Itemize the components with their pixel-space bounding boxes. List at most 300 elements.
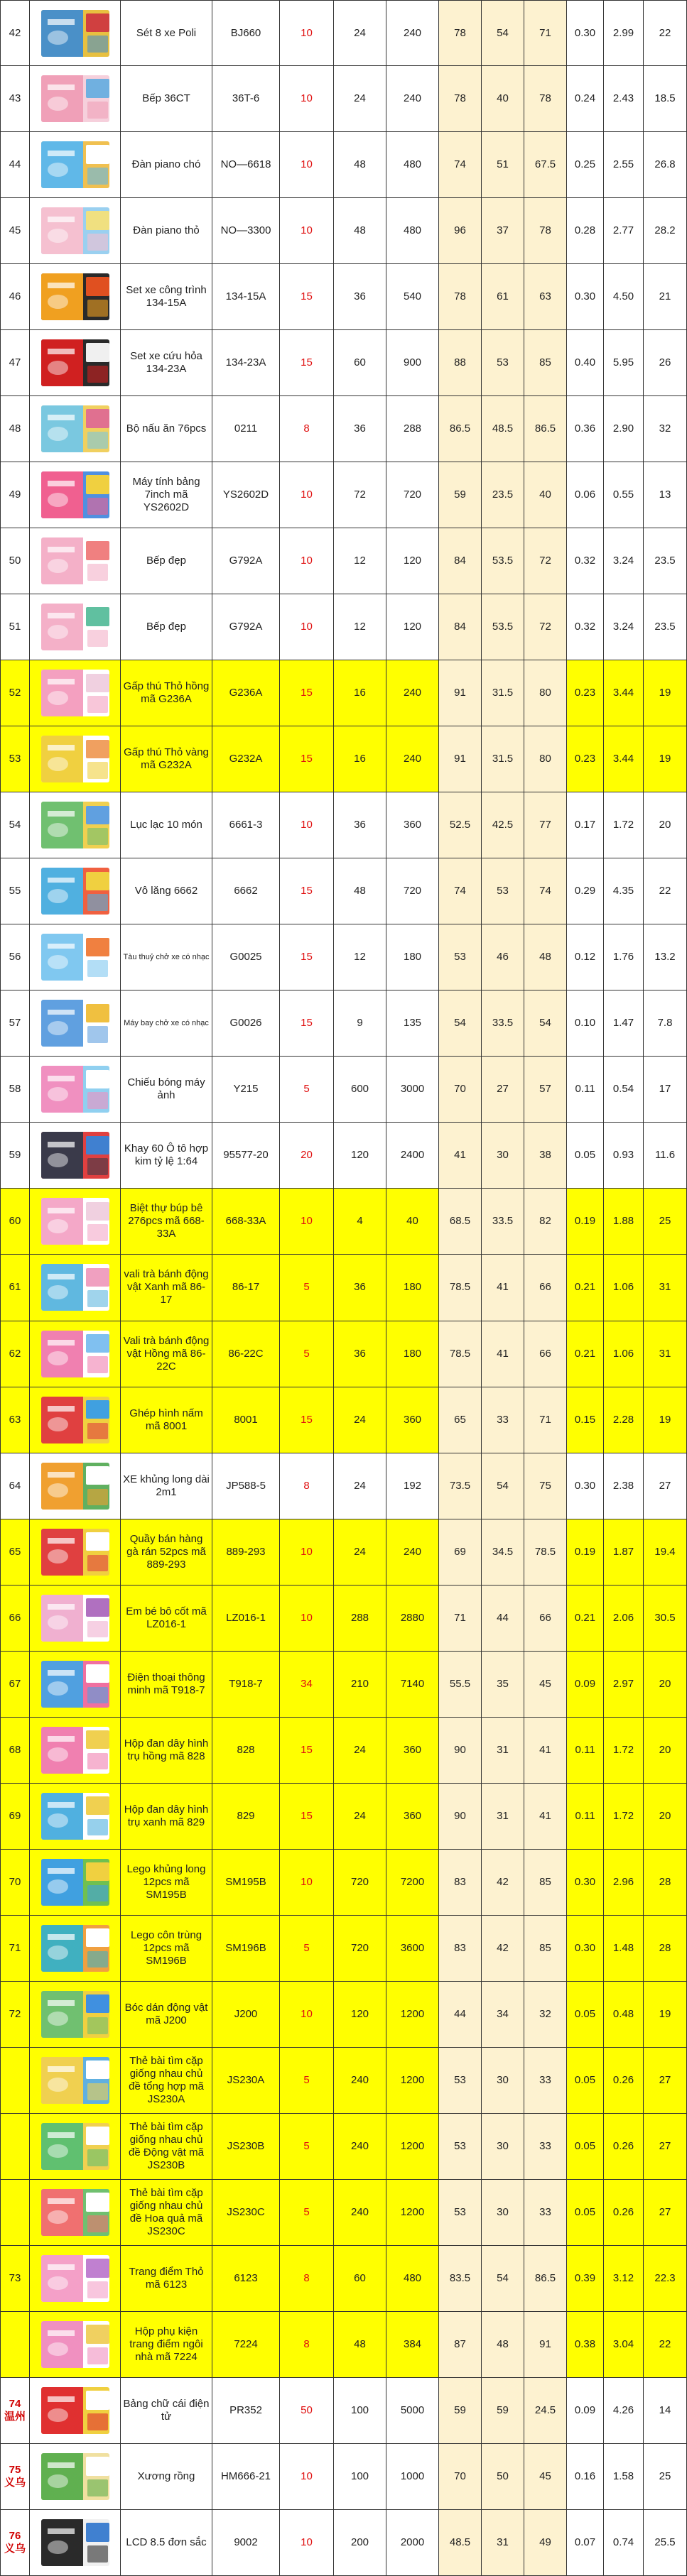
cell-kg: 2.55 [604,132,644,197]
cell-p: 23.5 [644,528,687,594]
table-row [0,792,687,858]
table-row [0,462,687,528]
cell-b: 288 [386,396,439,462]
cell-q: 34 [280,1652,334,1717]
cell-code: SM196B [212,1916,280,1981]
cell-w: 37 [482,198,524,263]
cell-a: 240 [334,2180,386,2245]
cell-q: 5 [280,1321,334,1387]
cell-stt: 43 [0,66,30,131]
cell-stt: 49 [0,462,30,528]
cell-c: 0.11 [567,1718,604,1783]
cell-a: 12 [334,528,386,594]
cell-kg: 0.48 [604,1982,644,2047]
cell-name: Thẻ bài tìm cặp giống nhau chủ đề Động vật mã JS230B [121,2114,212,2179]
cell-name: LCD 8.5 đơn sắc [121,2510,212,2575]
cell-c: 0.06 [567,462,604,528]
cell-p: 20 [644,792,687,858]
product-image [30,2246,121,2311]
cell-name: Xương rồng [121,2444,212,2509]
cell-b: 2880 [386,1586,439,1651]
product-thumbnail [41,1397,109,1443]
cell-a: 200 [334,2510,386,2575]
cell-code: JP588-5 [212,1453,280,1519]
cell-h: 67.5 [524,132,567,197]
cell-w: 48.5 [482,396,524,462]
cell-h: 45 [524,2444,567,2509]
cell-kg: 1.87 [604,1519,644,1585]
cell-code: BJ660 [212,1,280,65]
cell-h: 71 [524,1,567,65]
cell-a: 48 [334,2312,386,2377]
cell-p: 28.2 [644,198,687,263]
cell-a: 36 [334,264,386,329]
product-image [30,1586,121,1651]
cell-stt: 62 [0,1321,30,1387]
cell-b: 720 [386,462,439,528]
product-thumbnail [41,1066,109,1113]
cell-name: Thẻ bài tìm cặp giống nhau chủ đề tổng hợp mã JS230A [121,2048,212,2113]
cell-code: JS230B [212,2114,280,2179]
cell-name: Gấp thú Thỏ hồng mã G236A [121,660,212,726]
product-image [30,2180,121,2245]
cell-w: 30 [482,1123,524,1188]
product-thumbnail [41,1198,109,1245]
cell-w: 33.5 [482,1189,524,1254]
cell-l: 73.5 [439,1453,482,1519]
cell-stt: 42 [0,1,30,65]
cell-a: 16 [334,726,386,792]
cell-l: 78 [439,66,482,131]
cell-b: 192 [386,1453,439,1519]
cell-code: 86-17 [212,1255,280,1320]
cell-b: 240 [386,660,439,726]
product-image [30,1255,121,1320]
table-row [0,1652,687,1718]
cell-stt: 69 [0,1784,30,1849]
product-thumbnail [41,2519,109,2566]
cell-b: 360 [386,1387,439,1453]
cell-q: 10 [280,66,334,131]
cell-b: 480 [386,2246,439,2311]
product-thumbnail [41,2387,109,2434]
cell-l: 88 [439,330,482,395]
cell-p: 27 [644,2180,687,2245]
table-row [0,0,687,66]
cell-p: 14 [644,2378,687,2443]
cell-code: J200 [212,1982,280,2047]
cell-code: 9002 [212,2510,280,2575]
cell-p: 19.4 [644,1519,687,1585]
cell-stt: 72 [0,1982,30,2047]
cell-l: 83.5 [439,2246,482,2311]
cell-w: 27 [482,1057,524,1122]
cell-l: 83 [439,1916,482,1981]
cell-h: 41 [524,1784,567,1849]
cell-q: 10 [280,198,334,263]
cell-b: 180 [386,1255,439,1320]
cell-h: 40 [524,462,567,528]
cell-w: 41 [482,1255,524,1320]
product-thumbnail [41,1264,109,1311]
product-image [30,528,121,594]
table-row [0,1916,687,1982]
cell-l: 96 [439,198,482,263]
cell-code: 829 [212,1784,280,1849]
cell-l: 41 [439,1123,482,1188]
cell-h: 82 [524,1189,567,1254]
cell-w: 31.5 [482,726,524,792]
cell-c: 0.09 [567,1652,604,1717]
table-row [0,1519,687,1586]
cell-name: Ghép hình nấm mã 8001 [121,1387,212,1453]
cell-w: 40 [482,66,524,131]
table-row [0,1718,687,1784]
cell-w: 35 [482,1652,524,1717]
cell-kg: 1.76 [604,924,644,990]
cell-p: 13.2 [644,924,687,990]
cell-w: 53 [482,858,524,924]
cell-p: 25.5 [644,2510,687,2575]
cell-q: 15 [280,660,334,726]
cell-c: 0.19 [567,1189,604,1254]
cell-w: 41 [482,1321,524,1387]
cell-a: 720 [334,1916,386,1981]
product-image [30,2378,121,2443]
table-row [0,990,687,1057]
cell-p: 20 [644,1652,687,1717]
cell-kg: 1.72 [604,792,644,858]
product-thumbnail [41,1793,109,1840]
cell-b: 720 [386,858,439,924]
cell-b: 480 [386,132,439,197]
cell-stt: 47 [0,330,30,395]
cell-b: 360 [386,792,439,858]
cell-q: 10 [280,2510,334,2575]
cell-c: 0.15 [567,1387,604,1453]
table-row [0,66,687,132]
cell-q: 8 [280,396,334,462]
table-row [0,2180,687,2246]
cell-h: 71 [524,1387,567,1453]
product-image [30,1519,121,1585]
cell-name: Bóc dán động vật mã J200 [121,1982,212,2047]
product-image [30,132,121,197]
cell-code: 134-23A [212,330,280,395]
cell-kg: 1.88 [604,1189,644,1254]
cell-h: 77 [524,792,567,858]
cell-name: Em bé bô cốt mã LZ016-1 [121,1586,212,1651]
cell-q: 50 [280,2378,334,2443]
product-thumbnail [41,1595,109,1642]
cell-name: Set xe cứu hỏa 134-23A [121,330,212,395]
table-row [0,2510,687,2576]
table-row [0,660,687,726]
cell-b: 1200 [386,2180,439,2245]
product-image [30,264,121,329]
cell-code: G792A [212,594,280,660]
cell-c: 0.17 [567,792,604,858]
cell-p: 18.5 [644,66,687,131]
cell-stt: 74 温州 [0,2378,30,2443]
cell-name: Bộ nấu ăn 76pcs [121,396,212,462]
cell-l: 70 [439,1057,482,1122]
cell-h: 45 [524,1652,567,1717]
cell-w: 54 [482,1,524,65]
product-image [30,1057,121,1122]
cell-q: 10 [280,132,334,197]
cell-p: 20 [644,1784,687,1849]
cell-name: Đàn piano chó [121,132,212,197]
cell-c: 0.10 [567,990,604,1056]
cell-stt: 45 [0,198,30,263]
product-thumbnail [41,471,109,518]
cell-w: 30 [482,2114,524,2179]
cell-p: 22 [644,858,687,924]
product-thumbnail [41,2123,109,2170]
cell-p: 20 [644,1718,687,1783]
cell-code: PR352 [212,2378,280,2443]
cell-name: Lego côn trùng 12pcs mã SM196B [121,1916,212,1981]
cell-c: 0.30 [567,1850,604,1915]
cell-l: 74 [439,132,482,197]
cell-a: 600 [334,1057,386,1122]
cell-c: 0.23 [567,660,604,726]
cell-q: 10 [280,1189,334,1254]
cell-kg: 2.77 [604,198,644,263]
cell-a: 4 [334,1189,386,1254]
cell-stt: 50 [0,528,30,594]
cell-b: 240 [386,1519,439,1585]
product-image [30,198,121,263]
table-row [0,594,687,660]
cell-kg: 1.48 [604,1916,644,1981]
cell-code: 0211 [212,396,280,462]
cell-stt: 75 义乌 [0,2444,30,2509]
cell-p: 23.5 [644,594,687,660]
product-thumbnail [41,1859,109,1906]
cell-w: 44 [482,1586,524,1651]
cell-a: 24 [334,66,386,131]
cell-a: 72 [334,462,386,528]
cell-c: 0.05 [567,2180,604,2245]
cell-l: 53 [439,924,482,990]
cell-c: 0.21 [567,1586,604,1651]
cell-p: 32 [644,396,687,462]
cell-q: 10 [280,792,334,858]
cell-a: 36 [334,792,386,858]
cell-stt: 52 [0,660,30,726]
cell-w: 53 [482,330,524,395]
cell-l: 90 [439,1784,482,1849]
cell-stt: 58 [0,1057,30,1122]
cell-w: 42 [482,1850,524,1915]
cell-b: 360 [386,1718,439,1783]
cell-c: 0.05 [567,2114,604,2179]
cell-a: 24 [334,1718,386,1783]
cell-stt: 73 [0,2246,30,2311]
table-row [0,2378,687,2444]
cell-h: 38 [524,1123,567,1188]
cell-q: 15 [280,858,334,924]
table-row [0,1255,687,1321]
cell-code: 95577-20 [212,1123,280,1188]
product-thumbnail [41,405,109,452]
product-image [30,924,121,990]
cell-h: 72 [524,594,567,660]
cell-name: Bảng chữ cái điện tử [121,2378,212,2443]
cell-p: 19 [644,660,687,726]
cell-w: 53.5 [482,528,524,594]
cell-kg: 3.44 [604,660,644,726]
table-row [0,858,687,924]
cell-h: 49 [524,2510,567,2575]
cell-name: Tàu thuỷ chở xe có nhạc [121,924,212,990]
cell-p: 11.6 [644,1123,687,1188]
cell-q: 8 [280,1453,334,1519]
cell-stt: 44 [0,132,30,197]
cell-b: 240 [386,66,439,131]
cell-a: 24 [334,1453,386,1519]
cell-code: G236A [212,660,280,726]
cell-c: 0.05 [567,1123,604,1188]
cell-name: Đàn piano thỏ [121,198,212,263]
cell-b: 480 [386,198,439,263]
cell-stt: 48 [0,396,30,462]
cell-p: 19 [644,726,687,792]
cell-p: 25 [644,2444,687,2509]
cell-name: Bếp đẹp [121,528,212,594]
cell-q: 15 [280,990,334,1056]
product-image [30,2510,121,2575]
cell-p: 13 [644,462,687,528]
cell-b: 180 [386,1321,439,1387]
cell-kg: 2.28 [604,1387,644,1453]
cell-c: 0.36 [567,396,604,462]
cell-stt: 70 [0,1850,30,1915]
cell-a: 120 [334,1982,386,2047]
cell-c: 0.07 [567,2510,604,2575]
cell-l: 78.5 [439,1255,482,1320]
product-image [30,1916,121,1981]
cell-kg: 1.72 [604,1718,644,1783]
cell-h: 78 [524,198,567,263]
cell-b: 360 [386,1784,439,1849]
cell-stt: 56 [0,924,30,990]
cell-p: 22 [644,2312,687,2377]
cell-h: 33 [524,2180,567,2245]
cell-w: 51 [482,132,524,197]
table-row [0,2246,687,2312]
cell-kg: 3.24 [604,594,644,660]
cell-b: 3000 [386,1057,439,1122]
cell-code: NO—3300 [212,198,280,263]
cell-kg: 2.96 [604,1850,644,1915]
cell-c: 0.21 [567,1255,604,1320]
cell-w: 33 [482,1387,524,1453]
cell-l: 68.5 [439,1189,482,1254]
cell-code: HM666-21 [212,2444,280,2509]
cell-l: 69 [439,1519,482,1585]
cell-p: 31 [644,1321,687,1387]
cell-q: 5 [280,1057,334,1122]
cell-stt: 54 [0,792,30,858]
cell-p: 27 [644,2048,687,2113]
cell-kg: 0.26 [604,2180,644,2245]
cell-name: Chiếu bóng máy ảnh [121,1057,212,1122]
product-thumbnail [41,1331,109,1377]
cell-b: 900 [386,330,439,395]
product-thumbnail [41,537,109,584]
cell-code: G0026 [212,990,280,1056]
cell-name: Gấp thú Thỏ vàng mã G232A [121,726,212,792]
cell-a: 720 [334,1850,386,1915]
cell-stt [0,2180,30,2245]
cell-h: 33 [524,2048,567,2113]
product-thumbnail [41,1727,109,1774]
cell-code: JS230C [212,2180,280,2245]
cell-c: 0.30 [567,1916,604,1981]
cell-p: 25 [644,1189,687,1254]
cell-a: 16 [334,660,386,726]
cell-b: 1200 [386,2048,439,2113]
cell-kg: 1.72 [604,1784,644,1849]
cell-kg: 0.26 [604,2048,644,2113]
cell-kg: 0.26 [604,2114,644,2179]
product-image [30,1718,121,1783]
cell-b: 2000 [386,2510,439,2575]
product-image [30,2048,121,2113]
cell-name: Máy tính bảng 7inch mã YS2602D [121,462,212,528]
product-image [30,462,121,528]
cell-c: 0.32 [567,528,604,594]
product-thumbnail [41,10,109,57]
cell-l: 78 [439,1,482,65]
product-thumbnail [41,207,109,254]
cell-l: 74 [439,858,482,924]
cell-kg: 3.04 [604,2312,644,2377]
cell-c: 0.21 [567,1321,604,1387]
cell-p: 21 [644,264,687,329]
cell-l: 91 [439,660,482,726]
cell-a: 240 [334,2048,386,2113]
cell-l: 90 [439,1718,482,1783]
cell-a: 60 [334,330,386,395]
cell-code: 8001 [212,1387,280,1453]
cell-l: 84 [439,594,482,660]
cell-q: 10 [280,528,334,594]
cell-kg: 1.06 [604,1321,644,1387]
cell-h: 74 [524,858,567,924]
cell-a: 120 [334,1123,386,1188]
table-row [0,1982,687,2048]
cell-code: G792A [212,528,280,594]
cell-w: 34.5 [482,1519,524,1585]
cell-a: 210 [334,1652,386,1717]
cell-l: 44 [439,1982,482,2047]
cell-l: 54 [439,990,482,1056]
table-row [0,924,687,990]
table-row [0,1586,687,1652]
cell-stt [0,2114,30,2179]
table-row [0,1057,687,1123]
cell-code: 86-22C [212,1321,280,1387]
cell-w: 61 [482,264,524,329]
cell-h: 85 [524,330,567,395]
cell-code: 6661-3 [212,792,280,858]
product-thumbnail [41,2321,109,2368]
table-row [0,528,687,594]
